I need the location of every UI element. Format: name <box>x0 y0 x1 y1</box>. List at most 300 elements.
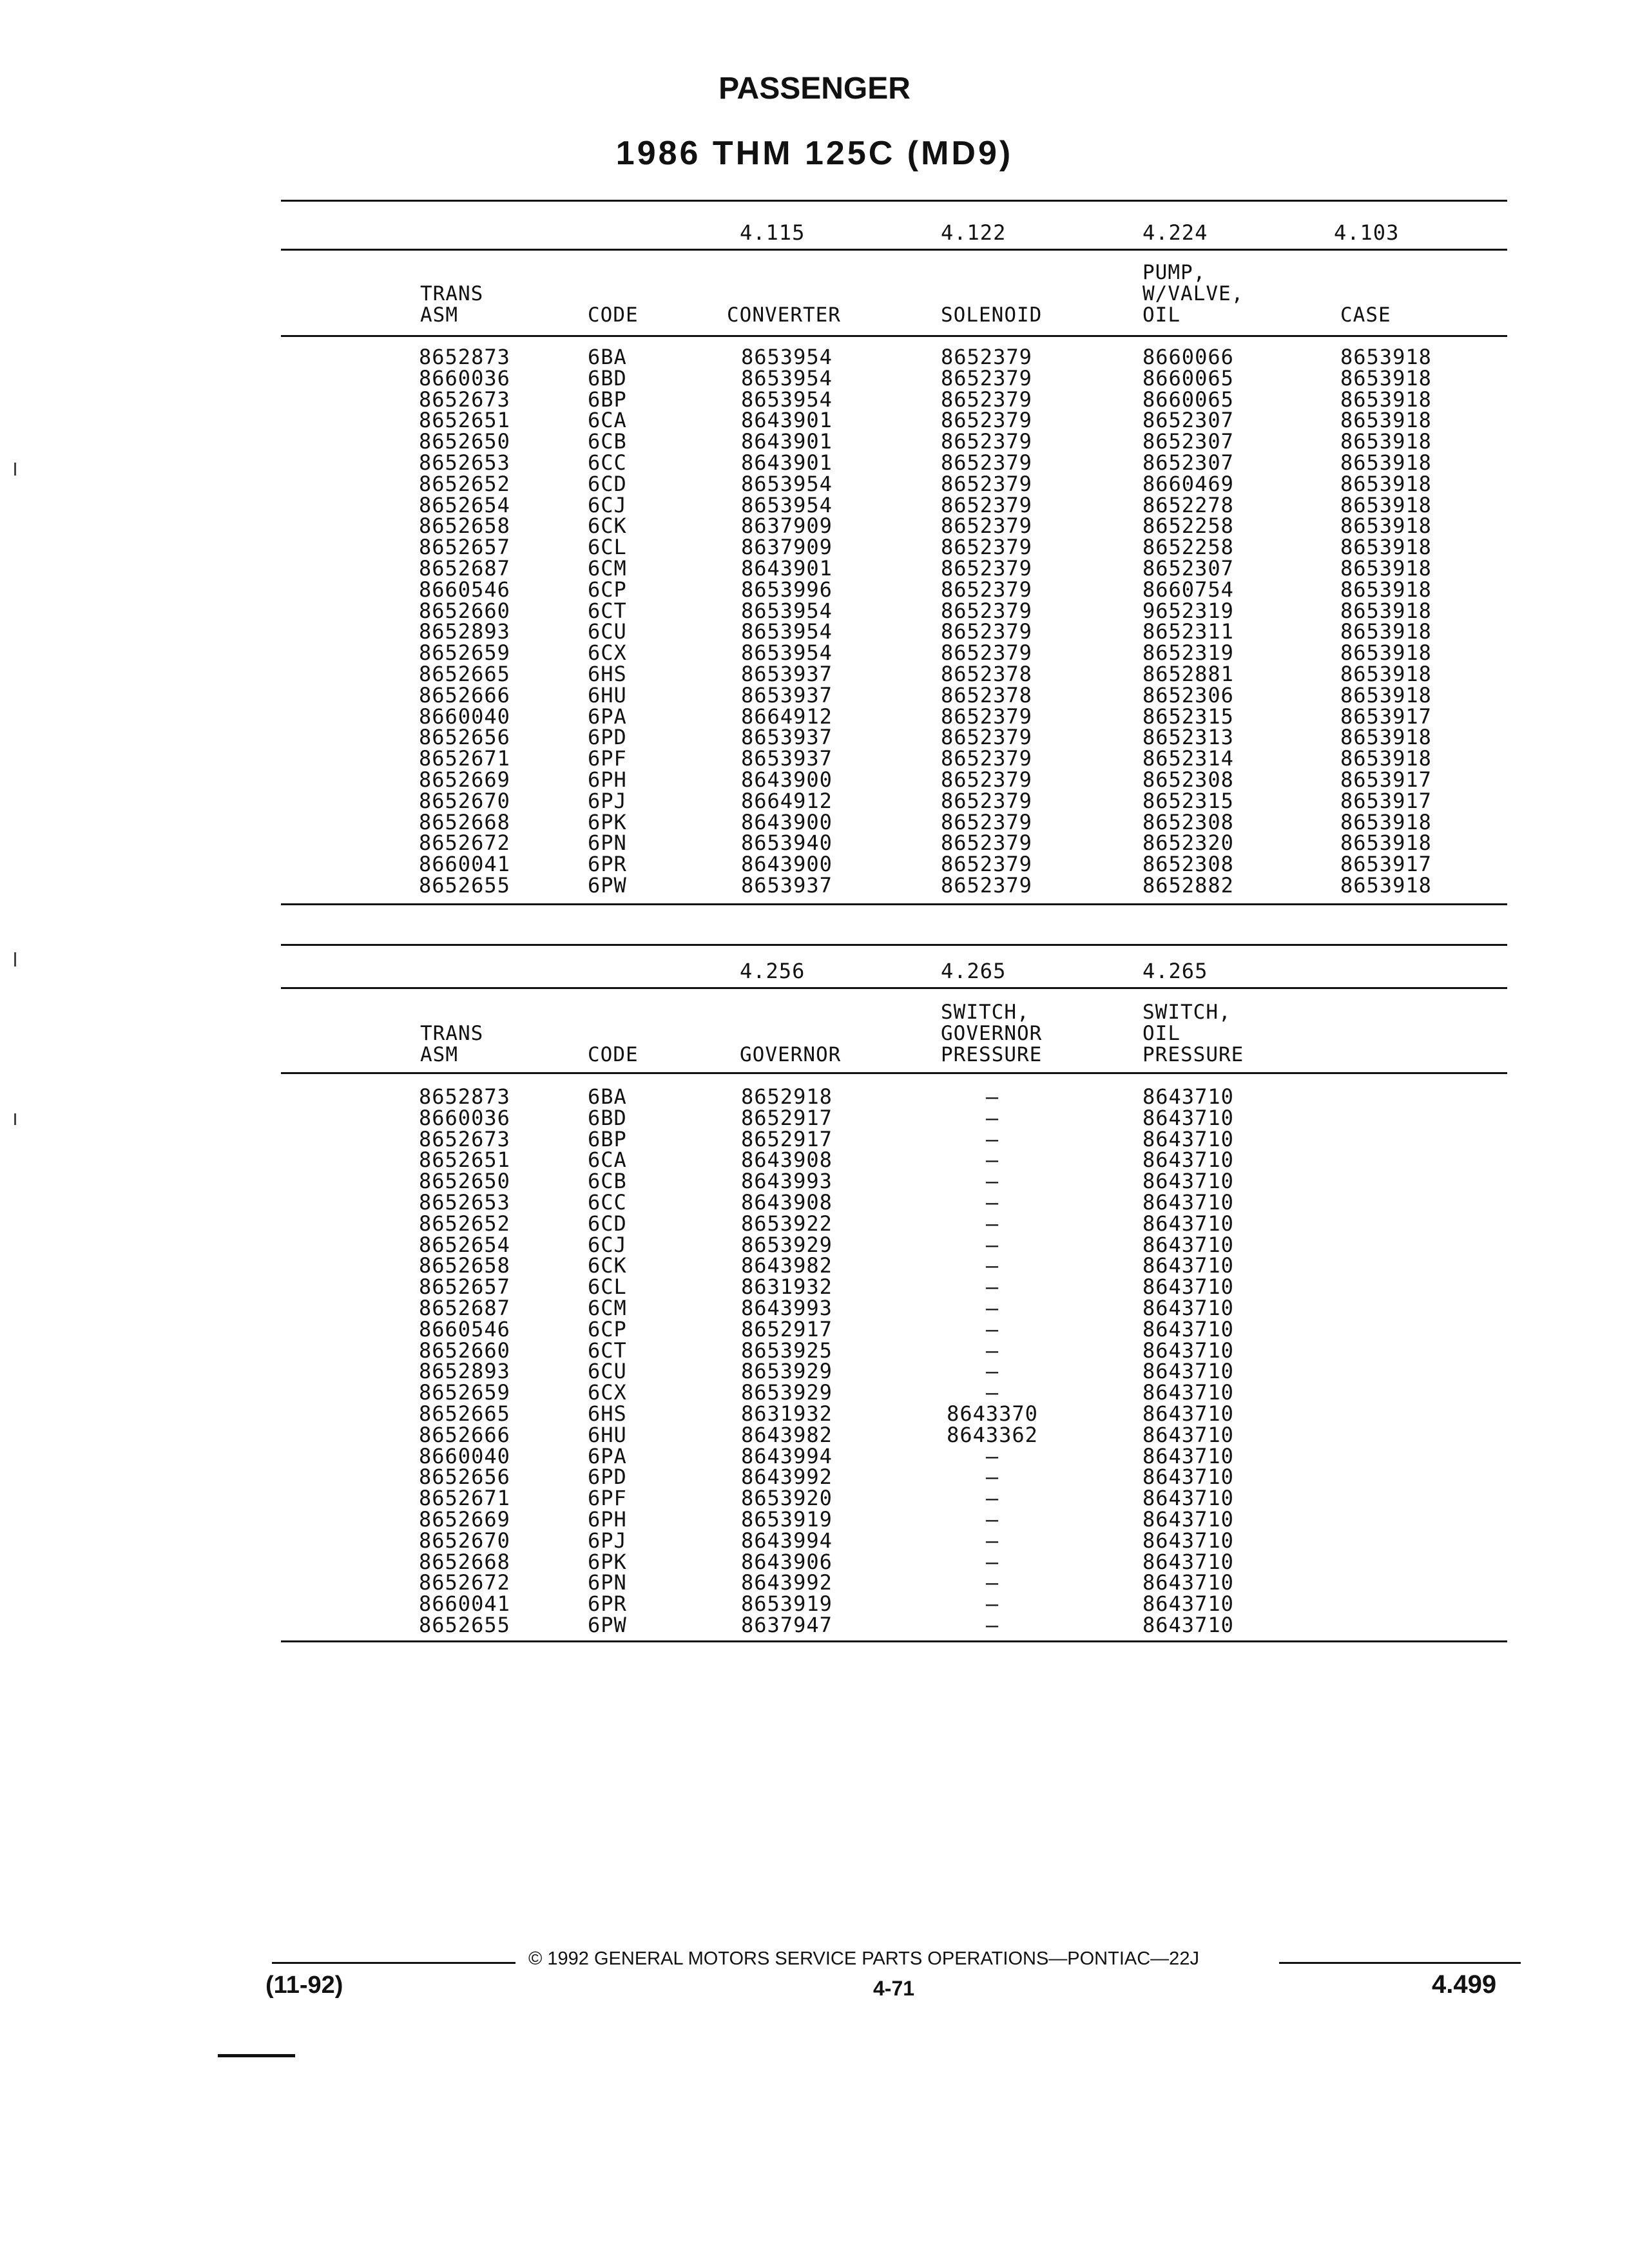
table-cell: 6BD <box>588 365 627 390</box>
table-cell: 6PH <box>588 767 627 792</box>
page-category: PASSENGER <box>718 72 911 106</box>
table-cell: 8652669 <box>419 767 510 792</box>
table-cell: 8653918 <box>1340 619 1432 644</box>
table-cell: 8643710 <box>1142 1612 1234 1637</box>
table-cell: 6BA <box>588 1084 627 1109</box>
table-cell: 6HU <box>588 1422 627 1447</box>
table2-header-switch-oil: SWITCH, OIL PRESSURE <box>1142 1001 1244 1066</box>
table-cell: 6CC <box>588 1189 627 1215</box>
table-cell: 8653954 <box>741 345 833 369</box>
table-cell: 6PK <box>588 1549 627 1574</box>
table-cell: 8653954 <box>741 365 833 390</box>
table-cell: 6BP <box>588 1126 627 1151</box>
table-cell: 8653918 <box>1340 577 1432 602</box>
table-cell: 6CB <box>588 429 627 454</box>
table-cell: 8652652 <box>419 471 510 496</box>
table-cell: 6PR <box>588 852 627 877</box>
table1-col-solenoid <box>941 347 1032 896</box>
table-cell: 8643710 <box>1142 1359 1234 1384</box>
table-cell: 8643710 <box>1142 1422 1234 1447</box>
table-cell: – <box>985 1232 999 1257</box>
table-cell: 8652917 <box>741 1126 833 1151</box>
table-cell: 6CT <box>588 1338 627 1363</box>
table-cell: 8652319 <box>1142 640 1234 666</box>
table-cell: 8652652 <box>419 1211 510 1236</box>
table-cell: 8652379 <box>941 725 1032 750</box>
footer-rule-right <box>1279 1962 1521 1964</box>
table-cell: – <box>985 1465 999 1490</box>
table-cell: 8652670 <box>419 1528 510 1553</box>
table-cell: 8643710 <box>1142 1443 1234 1468</box>
table1-top-rule <box>281 200 1507 202</box>
table-cell: 8652379 <box>941 788 1032 813</box>
table-cell: 8643710 <box>1142 1549 1234 1574</box>
table-cell: 8652379 <box>941 746 1032 771</box>
table-cell: 8653917 <box>1340 852 1432 877</box>
table-cell: 8643992 <box>741 1465 833 1490</box>
table-cell: – <box>985 1295 999 1320</box>
table-cell: 8652278 <box>1142 492 1234 517</box>
table-cell: 8652658 <box>419 1253 510 1278</box>
table-cell: 8643710 <box>1142 1528 1234 1553</box>
scan-mark <box>14 952 16 966</box>
table-cell: 8652379 <box>941 704 1032 729</box>
table-cell: 8652673 <box>419 1126 510 1151</box>
table-cell: 6PJ <box>588 1528 627 1553</box>
table-cell: 8652379 <box>941 809 1032 834</box>
table-cell: 8652379 <box>941 535 1032 560</box>
table-cell: 8653918 <box>1340 640 1432 666</box>
table-cell: 8643710 <box>1142 1084 1234 1109</box>
table-cell: 6BP <box>588 387 627 412</box>
table-cell: 6CX <box>588 640 627 666</box>
table-cell: – <box>985 1126 999 1151</box>
table-cell: 8643994 <box>741 1443 833 1468</box>
table-cell: 8643900 <box>741 809 833 834</box>
table-cell: 8652379 <box>941 640 1032 666</box>
table-cell: 8660036 <box>419 1105 510 1130</box>
table-cell: 8653954 <box>741 471 833 496</box>
table-cell: 8660469 <box>1142 471 1234 496</box>
table-cell: 8631932 <box>741 1401 833 1426</box>
table2-section-switch-governor: 4.265 <box>941 959 1007 983</box>
table2-section-governor: 4.256 <box>740 959 805 983</box>
table-cell: 8653954 <box>741 640 833 666</box>
table-cell: 8652314 <box>1142 746 1234 771</box>
table2-col-code <box>588 1086 627 1636</box>
table-cell: 8653929 <box>741 1359 833 1384</box>
table-cell: 8653918 <box>1340 450 1432 475</box>
table-cell: 8652379 <box>941 577 1032 602</box>
table-cell: 8652687 <box>419 555 510 581</box>
table1-section-rule <box>281 249 1507 251</box>
table-cell: 8643710 <box>1142 1211 1234 1236</box>
table-cell: – <box>985 1169 999 1194</box>
table-cell: 8652320 <box>1142 831 1234 856</box>
table-cell: 8660065 <box>1142 365 1234 390</box>
table-cell: 6PF <box>588 746 627 771</box>
table-cell: 8653918 <box>1340 555 1432 581</box>
table-cell: 8652687 <box>419 1295 510 1320</box>
table-cell: 6CM <box>588 1295 627 1320</box>
table-cell: 8631932 <box>741 1274 833 1300</box>
table1-section-pump: 4.224 <box>1142 220 1208 245</box>
table-cell: 8652379 <box>941 429 1032 454</box>
table-cell: – <box>985 1253 999 1278</box>
table-cell: – <box>985 1084 999 1109</box>
table1-header-solenoid: SOLENOID <box>941 303 1043 327</box>
table-cell: 8643710 <box>1142 1232 1234 1257</box>
table-cell: 8643900 <box>741 852 833 877</box>
table-cell: 8652379 <box>941 387 1032 412</box>
table-cell: 8652672 <box>419 1570 510 1595</box>
table-cell: 8652258 <box>1142 535 1234 560</box>
table1-col-trans-asm <box>419 347 510 896</box>
table-cell: 8652657 <box>419 1274 510 1300</box>
table-cell: 8643710 <box>1142 1506 1234 1532</box>
scan-mark <box>218 2054 295 2057</box>
table-cell: 8652672 <box>419 831 510 856</box>
table2-col-switch-governor <box>941 1086 1044 1636</box>
table-cell: 8652656 <box>419 725 510 750</box>
table-cell: 8643370 <box>947 1401 1038 1426</box>
table-cell: 8652893 <box>419 1359 510 1384</box>
table-cell: 8652653 <box>419 1189 510 1215</box>
table-cell: – <box>985 1528 999 1553</box>
table-cell: 8653918 <box>1340 746 1432 771</box>
table-cell: 8653917 <box>1340 704 1432 729</box>
table1-section-solenoid: 4.122 <box>941 220 1007 245</box>
table-cell: 8652315 <box>1142 788 1234 813</box>
table-cell: 8652655 <box>419 872 510 898</box>
table-cell: 8653918 <box>1340 809 1432 834</box>
table-cell: 8660041 <box>419 852 510 877</box>
table-cell: 6PD <box>588 725 627 750</box>
table-cell: 8652668 <box>419 1549 510 1574</box>
table-cell: 8653918 <box>1340 661 1432 686</box>
table2-header-switch-governor: SWITCH, GOVERNOR PRESSURE <box>941 1001 1043 1066</box>
footer-section-number: 4.499 <box>1432 1970 1497 1999</box>
table-cell: 8652258 <box>1142 514 1234 539</box>
table-cell: 6CA <box>588 1148 627 1173</box>
table-cell: 6CU <box>588 619 627 644</box>
table-cell: 8652660 <box>419 1338 510 1363</box>
table-cell: 8643982 <box>741 1422 833 1447</box>
table1-col-pump <box>1142 347 1234 896</box>
table1-header-rule <box>281 335 1507 337</box>
table-cell: 8653918 <box>1340 471 1432 496</box>
table1-header-case: CASE <box>1340 303 1391 327</box>
table-cell: 8652307 <box>1142 555 1234 581</box>
footer-page-number: 4-71 <box>873 1977 915 2000</box>
table-cell: 8652657 <box>419 535 510 560</box>
table-cell: 8660546 <box>419 577 510 602</box>
table-cell: 8643906 <box>741 1549 833 1574</box>
table-cell: 8660065 <box>1142 387 1234 412</box>
table1-section-case: 4.103 <box>1334 220 1400 245</box>
table1-header-code: CODE <box>588 303 639 327</box>
table-cell: 8652378 <box>941 661 1032 686</box>
table-cell: 6CB <box>588 1169 627 1194</box>
table-cell: 8643710 <box>1142 1148 1234 1173</box>
table-cell: 8652873 <box>419 1084 510 1109</box>
table-cell: 8653918 <box>1340 725 1432 750</box>
table-cell: – <box>985 1612 999 1637</box>
table-cell: 8652665 <box>419 661 510 686</box>
table-cell: 6PD <box>588 1465 627 1490</box>
table-cell: 6CX <box>588 1380 627 1405</box>
table-cell: 8664912 <box>741 704 833 729</box>
table-cell: 8652379 <box>941 619 1032 644</box>
table-cell: 6PN <box>588 1570 627 1595</box>
table1-bottom-rule <box>281 903 1507 905</box>
table-cell: 8652308 <box>1142 767 1234 792</box>
table-cell: 6BD <box>588 1105 627 1130</box>
table-cell: 6PN <box>588 831 627 856</box>
table2-bottom-rule <box>281 1640 1507 1642</box>
table-cell: 6CD <box>588 1211 627 1236</box>
table-cell: 8643982 <box>741 1253 833 1278</box>
table-cell: 8652311 <box>1142 619 1234 644</box>
table-cell: 8652917 <box>741 1316 833 1341</box>
table-cell: 8653918 <box>1340 345 1432 369</box>
table-cell: 6PK <box>588 809 627 834</box>
table-cell: 8652379 <box>941 852 1032 877</box>
table-cell: – <box>985 1591 999 1617</box>
table-cell: 8643710 <box>1142 1274 1234 1300</box>
table-cell: 8652881 <box>1142 661 1234 686</box>
table-cell: 8652673 <box>419 387 510 412</box>
table-cell: 6CL <box>588 535 627 560</box>
table-cell: 8652660 <box>419 598 510 623</box>
table-cell: 8660040 <box>419 1443 510 1468</box>
table-cell: 8643994 <box>741 1528 833 1553</box>
table-cell: 8653918 <box>1340 408 1432 433</box>
table-cell: 6PW <box>588 1612 627 1637</box>
table-cell: 8653940 <box>741 831 833 856</box>
table-cell: 8652378 <box>941 682 1032 707</box>
table-cell: 8653996 <box>741 577 833 602</box>
table-cell: 8653925 <box>741 1338 833 1363</box>
table-cell: 8653929 <box>741 1232 833 1257</box>
table-cell: 8652306 <box>1142 682 1234 707</box>
table2-col-switch-oil <box>1142 1086 1234 1636</box>
table-cell: 6HS <box>588 661 627 686</box>
table-cell: – <box>985 1486 999 1511</box>
table-cell: – <box>985 1316 999 1341</box>
table-cell: 6CK <box>588 514 627 539</box>
table-cell: 8643908 <box>741 1189 833 1215</box>
table-cell: 8643710 <box>1142 1253 1234 1278</box>
table-cell: 8643710 <box>1142 1105 1234 1130</box>
table2-section-switch-oil: 4.265 <box>1142 959 1208 983</box>
table-cell: 6CP <box>588 1316 627 1341</box>
table-cell: 8652666 <box>419 682 510 707</box>
table1-col-code <box>588 347 627 896</box>
table-cell: 8652379 <box>941 365 1032 390</box>
table-cell: 8652650 <box>419 1169 510 1194</box>
table-cell: – <box>985 1506 999 1532</box>
table-cell: 8643901 <box>741 408 833 433</box>
table-cell: 9652319 <box>1142 598 1234 623</box>
table-cell: 8643710 <box>1142 1591 1234 1617</box>
table-cell: 8652882 <box>1142 872 1234 898</box>
table-cell: 8652668 <box>419 809 510 834</box>
table-cell: 6BA <box>588 345 627 369</box>
table-cell: 6PW <box>588 872 627 898</box>
table-cell: 8653954 <box>741 598 833 623</box>
table-cell: 8643710 <box>1142 1338 1234 1363</box>
table-cell: 8660040 <box>419 704 510 729</box>
table2-col-trans-asm <box>419 1086 510 1636</box>
table-cell: 8652379 <box>941 345 1032 369</box>
table-cell: 8652654 <box>419 492 510 517</box>
table-cell: 8643710 <box>1142 1169 1234 1194</box>
table-cell: 8652670 <box>419 788 510 813</box>
table1-col-converter <box>741 347 833 896</box>
table-cell: 6CA <box>588 408 627 433</box>
table-cell: 6PF <box>588 1486 627 1511</box>
table-cell: 8643710 <box>1142 1465 1234 1490</box>
table2-header-rule <box>281 1072 1507 1074</box>
table-cell: – <box>985 1359 999 1384</box>
table2-header-governor: GOVERNOR <box>740 1043 842 1066</box>
table-cell: 8652654 <box>419 1232 510 1257</box>
table-cell: 8643710 <box>1142 1295 1234 1320</box>
table-cell: 6CM <box>588 555 627 581</box>
table-cell: 6HS <box>588 1401 627 1426</box>
table-cell: 8652379 <box>941 492 1032 517</box>
table-cell: 8653919 <box>741 1506 833 1532</box>
table-cell: 8652651 <box>419 1148 510 1173</box>
table1-header-converter: CONVERTER <box>727 303 841 327</box>
scan-mark <box>14 1113 16 1125</box>
table-cell: 8652379 <box>941 767 1032 792</box>
table-cell: 8660546 <box>419 1316 510 1341</box>
table-cell: 8653922 <box>741 1211 833 1236</box>
table-cell: 8660041 <box>419 1591 510 1617</box>
table-cell: 8653918 <box>1340 831 1432 856</box>
table-cell: 8652659 <box>419 1380 510 1405</box>
table-cell: 8653937 <box>741 746 833 771</box>
table-cell: 8652659 <box>419 640 510 666</box>
table-cell: 8643710 <box>1142 1486 1234 1511</box>
table-cell: 8664912 <box>741 788 833 813</box>
table-cell: – <box>985 1380 999 1405</box>
table-cell: 8653937 <box>741 872 833 898</box>
table-cell: 8652379 <box>941 471 1032 496</box>
table-cell: – <box>985 1211 999 1236</box>
table-cell: 8652653 <box>419 450 510 475</box>
table-cell: 6PH <box>588 1506 627 1532</box>
table-cell: 8652650 <box>419 429 510 454</box>
table-cell: 8643901 <box>741 429 833 454</box>
scan-mark <box>14 463 16 476</box>
table-cell: 8653917 <box>1340 788 1432 813</box>
table-cell: 8652313 <box>1142 725 1234 750</box>
table-cell: 8643710 <box>1142 1401 1234 1426</box>
table-cell: 8652918 <box>741 1084 833 1109</box>
table-cell: 8653954 <box>741 492 833 517</box>
table-cell: 6CJ <box>588 492 627 517</box>
table-cell: 8637909 <box>741 514 833 539</box>
table-cell: 8653918 <box>1340 872 1432 898</box>
table-cell: 8660754 <box>1142 577 1234 602</box>
table-cell: 8643710 <box>1142 1570 1234 1595</box>
table-cell: 8653937 <box>741 661 833 686</box>
table-cell: 8653917 <box>1340 767 1432 792</box>
table-cell: 8653918 <box>1340 492 1432 517</box>
table-cell: 8652379 <box>941 872 1032 898</box>
table-cell: 8652665 <box>419 1401 510 1426</box>
table-cell: 8660066 <box>1142 345 1234 369</box>
table-cell: – <box>985 1549 999 1574</box>
table-cell: 8643900 <box>741 767 833 792</box>
table-cell: 6CJ <box>588 1232 627 1257</box>
table-cell: – <box>985 1105 999 1130</box>
table-cell: 8652917 <box>741 1105 833 1130</box>
table-cell: 8643993 <box>741 1169 833 1194</box>
table-cell: 8652379 <box>941 598 1032 623</box>
table-cell: 8652315 <box>1142 704 1234 729</box>
table-cell: 8653937 <box>741 682 833 707</box>
table2-header-code: CODE <box>588 1043 639 1066</box>
table-cell: 8653918 <box>1340 387 1432 412</box>
table-cell: 8652651 <box>419 408 510 433</box>
table-cell: 6CD <box>588 471 627 496</box>
table-cell: 8643710 <box>1142 1380 1234 1405</box>
table2-col-governor <box>741 1086 833 1636</box>
table-cell: 8643993 <box>741 1295 833 1320</box>
table-cell: 8643710 <box>1142 1316 1234 1341</box>
table-cell: 8652656 <box>419 1465 510 1490</box>
table-cell: 8653920 <box>741 1486 833 1511</box>
table-cell: 6CP <box>588 577 627 602</box>
table-cell: 8652671 <box>419 746 510 771</box>
table-cell: 8653918 <box>1340 682 1432 707</box>
footer-rule-left <box>272 1962 516 1964</box>
table-cell: 8643710 <box>1142 1126 1234 1151</box>
table-cell: 8653954 <box>741 387 833 412</box>
table-cell: 8643901 <box>741 555 833 581</box>
table1-header-pump: PUMP, W/VALVE, OIL <box>1142 261 1244 327</box>
table-cell: 6PR <box>588 1591 627 1617</box>
table-cell: 6HU <box>588 682 627 707</box>
table-cell: 8652308 <box>1142 809 1234 834</box>
table-cell: – <box>985 1148 999 1173</box>
table2-top-rule <box>281 944 1507 946</box>
table-cell: 8653918 <box>1340 365 1432 390</box>
table-cell: 6PA <box>588 1443 627 1468</box>
table-cell: 8652893 <box>419 619 510 644</box>
table-cell: – <box>985 1189 999 1215</box>
table-cell: – <box>985 1338 999 1363</box>
table-cell: 8652379 <box>941 450 1032 475</box>
table-cell: 8652671 <box>419 1486 510 1511</box>
table-cell: 8653954 <box>741 619 833 644</box>
table-cell: 8652307 <box>1142 429 1234 454</box>
table-cell: 8652873 <box>419 345 510 369</box>
table-cell: 8637909 <box>741 535 833 560</box>
page-title: 1986 THM 125C (MD9) <box>615 135 1014 172</box>
table-cell: 8653918 <box>1340 535 1432 560</box>
table2-section-rule <box>281 987 1507 989</box>
table-cell: 6CT <box>588 598 627 623</box>
table-cell: 8653929 <box>741 1380 833 1405</box>
table-cell: 8653918 <box>1340 598 1432 623</box>
table-cell: 8643710 <box>1142 1189 1234 1215</box>
table-cell: 8643992 <box>741 1570 833 1595</box>
